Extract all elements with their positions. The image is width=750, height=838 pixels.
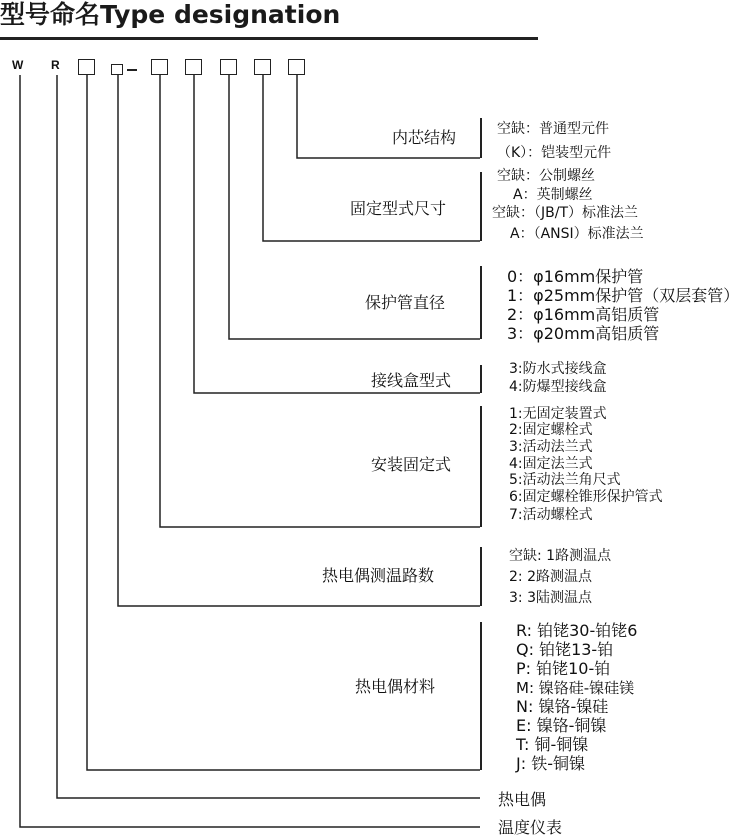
option-item: Q: 铂铑13-铂	[516, 640, 614, 659]
option-item: 1:无固定装置式	[509, 406, 607, 422]
option-item: 2：φ16mm高铝质管	[507, 305, 660, 324]
option-item: 3：φ20mm高铝质管	[507, 324, 660, 343]
option-item: （K）：铠装型元件	[497, 145, 612, 161]
option-item: 空缺：普通型元件	[497, 121, 609, 137]
option-item: 空缺：（JB/T）标准法兰	[492, 205, 639, 221]
option-item: 3: 3陆测温点	[509, 590, 592, 606]
option-item: R: 铂铑30-铂铑6	[516, 621, 638, 640]
field-label-instrument: 温度仪表	[498, 818, 563, 837]
bracket	[480, 547, 482, 606]
bracket	[480, 406, 482, 527]
field-label-mounting: 安装固定式	[371, 455, 452, 474]
option-item: 3:防水式接线盒	[509, 361, 607, 377]
option-item: 0：φ16mm保护管	[507, 267, 644, 286]
option-item: 空缺：公制螺丝	[497, 168, 595, 184]
bracket	[480, 172, 482, 241]
option-item: 7:活动螺栓式	[509, 507, 593, 523]
field-label-junction-box: 接线盒型式	[371, 371, 452, 390]
option-item: 1：φ25mm保护管（双层套管）	[507, 286, 740, 305]
option-item: P: 铂铑10-铂	[516, 659, 611, 678]
bracket	[480, 622, 482, 770]
field-label-material: 热电偶材料	[355, 677, 436, 696]
option-item: N: 镍铬-镍硅	[516, 697, 609, 716]
field-label-fixing-size: 固定型式尺寸	[350, 199, 447, 218]
bracket	[480, 118, 482, 158]
code-letter-r: R	[51, 58, 60, 72]
bracket	[480, 365, 482, 393]
bracket	[480, 266, 482, 339]
field-label-core-structure: 内芯结构	[392, 128, 457, 147]
option-item: A：英制螺丝	[513, 187, 593, 203]
option-item: A：（ANSI）标准法兰	[510, 226, 644, 242]
field-label-tube-diameter: 保护管直径	[365, 293, 446, 312]
option-item: 4:固定法兰式	[509, 456, 593, 472]
code-letter-w: W	[12, 58, 24, 72]
option-item: 6:固定螺栓锥形保护管式	[509, 489, 663, 505]
option-item: M: 镍铬硅-镍硅镁	[516, 679, 635, 697]
option-item: 4:防爆型接线盒	[509, 379, 607, 395]
option-item: T: 铜-铜镍	[516, 735, 589, 754]
option-item: 2: 2路测温点	[509, 569, 592, 585]
page-title: 型号命名Type designation	[0, 0, 341, 29]
option-item: J: 铁-铜镍	[516, 754, 585, 773]
field-label-thermocouple: 热电偶	[498, 790, 547, 809]
option-item: E: 镍铬-铜镍	[516, 716, 607, 735]
option-item: 2:固定螺栓式	[509, 422, 593, 438]
option-item: 空缺: 1路测温点	[509, 548, 612, 564]
option-item: 3:活动法兰式	[509, 439, 593, 455]
field-label-channels: 热电偶测温路数	[322, 566, 435, 585]
option-item: 5:活动法兰角尺式	[509, 472, 621, 488]
